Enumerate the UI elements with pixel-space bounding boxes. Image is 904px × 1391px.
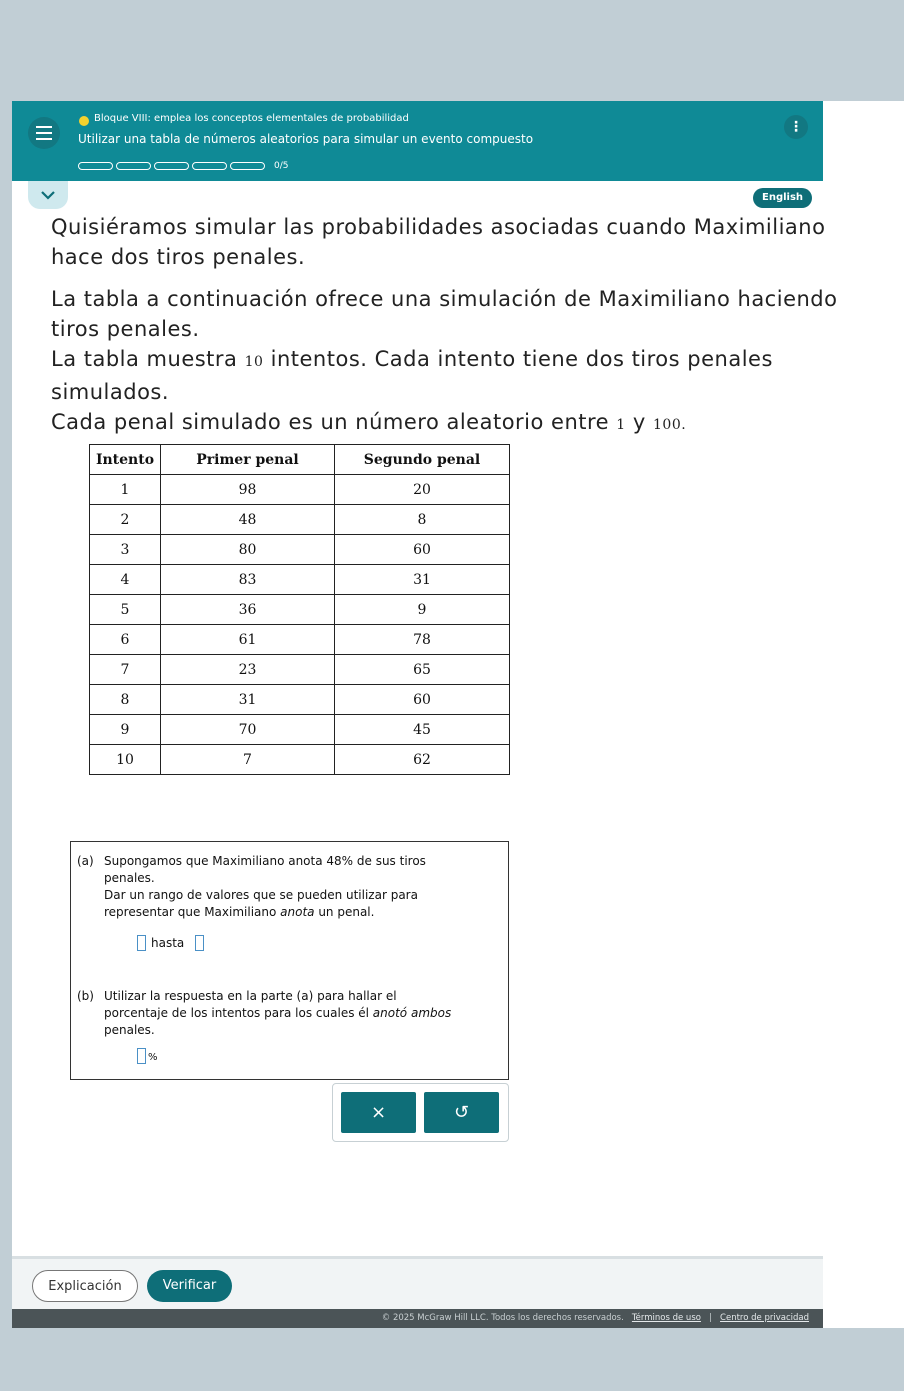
table-body: [90, 475, 510, 775]
intro-line: hace dos tiros penales.: [51, 245, 306, 269]
progress-segment: [116, 162, 151, 170]
progress-segment: [230, 162, 265, 170]
table-cell: 8: [335, 505, 510, 535]
column-header: Segundo penal: [335, 445, 510, 475]
table-cell: 23: [161, 655, 335, 685]
clear-button[interactable]: [341, 1092, 416, 1133]
more-options-icon[interactable]: ⋮: [784, 115, 808, 139]
description-line: La tabla muestra 10 intentos. Cada intento tiene dos tiros penales: [51, 347, 773, 371]
range-min: 1: [616, 417, 626, 433]
table-cell: 7: [161, 745, 335, 775]
question-panel: [70, 841, 509, 1080]
app-window: [12, 101, 904, 1328]
percentage-input[interactable]: [137, 1048, 146, 1064]
privacy-link[interactable]: Centro de privacidad: [720, 1313, 809, 1323]
table-cell: 62: [335, 745, 510, 775]
table-cell: 4: [90, 565, 161, 595]
terms-link[interactable]: Términos de uso: [631, 1313, 701, 1323]
table-row: [90, 715, 510, 745]
table-cell: 80: [161, 535, 335, 565]
undo-button[interactable]: [424, 1092, 499, 1133]
table-row: [90, 655, 510, 685]
table-cell: 1: [90, 475, 161, 505]
table-row: [90, 565, 510, 595]
table-cell: 7: [90, 655, 161, 685]
menu-icon[interactable]: [28, 117, 60, 149]
answer-tools: [332, 1083, 509, 1142]
chevron-down-icon: [40, 190, 56, 200]
table-cell: 31: [335, 565, 510, 595]
table-row: [90, 595, 510, 625]
description-line: Cada penal simulado es un número aleatorio entre 1 y 100.: [51, 410, 687, 434]
table-description: [51, 284, 837, 440]
footer: [12, 1309, 823, 1328]
table-cell: 6: [90, 625, 161, 655]
table-cell: 31: [161, 685, 335, 715]
table-cell: 20: [335, 475, 510, 505]
close-icon: ×: [370, 1102, 387, 1123]
bloque-title: Bloque VIII: emplea los conceptos elementales de probabilidad: [94, 113, 409, 124]
column-header: Intento: [90, 445, 161, 475]
collapse-header-button[interactable]: [28, 181, 68, 209]
column-header: Primer penal: [161, 445, 335, 475]
progress-segment: [78, 162, 113, 170]
right-gutter: [835, 181, 904, 1328]
table-row: [90, 505, 510, 535]
table-row: [90, 535, 510, 565]
table-cell: 61: [161, 625, 335, 655]
english-button[interactable]: English: [753, 188, 812, 208]
hasta-label: hasta: [151, 936, 185, 950]
table-row: [90, 745, 510, 775]
table-cell: 2: [90, 505, 161, 535]
table-cell: 10: [90, 745, 161, 775]
status-dot-icon: [79, 116, 89, 126]
part-a-label: (a): [77, 854, 94, 868]
range-max: 100.: [653, 417, 687, 433]
trial-count: 10: [244, 354, 264, 370]
footer-separator: |: [709, 1313, 712, 1323]
table-cell: 8: [90, 685, 161, 715]
table-header-row: [90, 445, 510, 475]
progress-label: 0/5: [274, 161, 289, 171]
table-cell: 60: [335, 535, 510, 565]
table-row: [90, 625, 510, 655]
table-cell: 83: [161, 565, 335, 595]
part-b-text: Utilizar la respuesta en la parte (a) para hallar el porcentaje de los intentos para los cuales él anotó ambos penales.: [104, 989, 452, 1037]
range-end-input[interactable]: [195, 935, 204, 951]
table-cell: 5: [90, 595, 161, 625]
table-cell: 3: [90, 535, 161, 565]
lesson-header: [12, 101, 823, 181]
table-cell: 65: [335, 655, 510, 685]
table-cell: 9: [90, 715, 161, 745]
progress-bar: [78, 161, 288, 171]
table-cell: 70: [161, 715, 335, 745]
intro-line: Quisiéramos simular las probabilidades asociadas cuando Maximiliano: [51, 215, 826, 239]
part-a-text: Supongamos que Maximiliano anota 48% de sus tiros penales. Dar un rango de valores que se pueden utilizar para representar que Maximiliano anota un penal.: [104, 854, 426, 919]
copyright-text: © 2025 McGraw Hill LLC. Todos los derechos reservados.: [381, 1313, 624, 1323]
percent-sign: %: [148, 1052, 158, 1063]
undo-icon: ↺: [453, 1102, 470, 1123]
table-cell: 36: [161, 595, 335, 625]
table-cell: 78: [335, 625, 510, 655]
bottom-bar: [12, 1256, 823, 1312]
table-cell: 45: [335, 715, 510, 745]
verificar-button[interactable]: Verificar: [147, 1270, 232, 1302]
description-line: La tabla a continuación ofrece una simulación de Maximiliano haciendo: [51, 287, 838, 311]
table-cell: 60: [335, 685, 510, 715]
simulation-table: [89, 444, 510, 775]
table-cell: 98: [161, 475, 335, 505]
range-start-input[interactable]: [137, 935, 146, 951]
description-line: simulados.: [51, 380, 170, 404]
description-line: tiros penales.: [51, 317, 200, 341]
table-row: [90, 475, 510, 505]
progress-segment: [192, 162, 227, 170]
table-row: [90, 685, 510, 715]
progress-segment: [154, 162, 189, 170]
lesson-title: Utilizar una tabla de números aleatorios para simular un evento compuesto: [78, 132, 534, 146]
table-cell: 48: [161, 505, 335, 535]
table-cell: 9: [335, 595, 510, 625]
explicacion-button[interactable]: Explicación: [32, 1270, 138, 1302]
intro-paragraph: [51, 212, 825, 272]
part-b-label: (b): [77, 989, 94, 1003]
